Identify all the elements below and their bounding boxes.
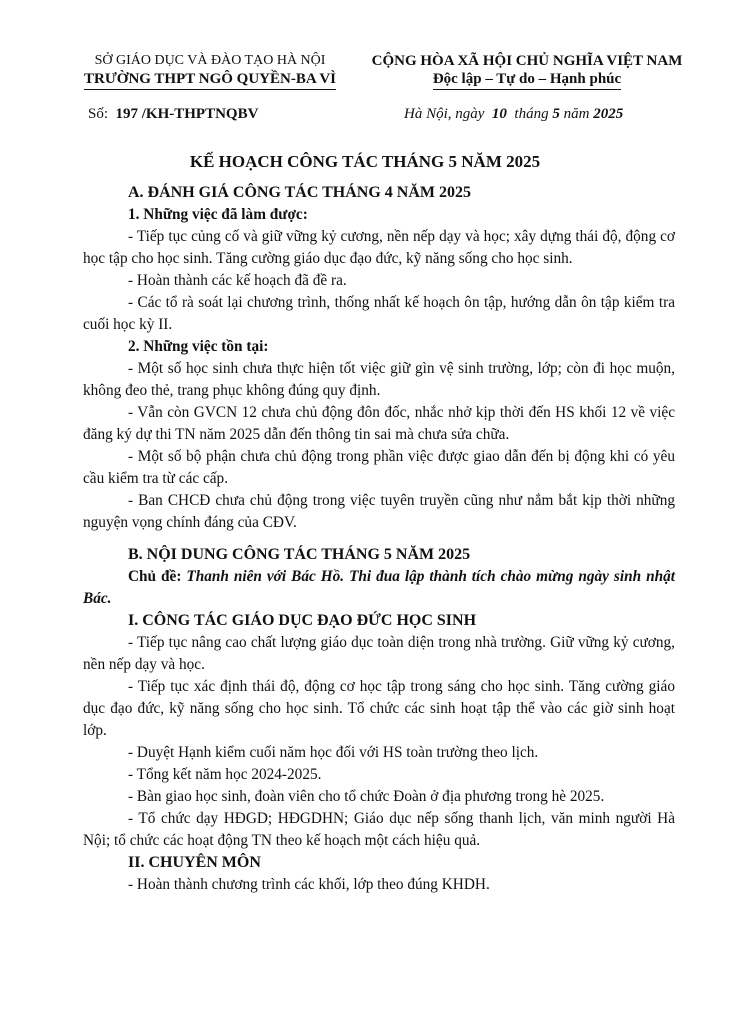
list-item: - Hoàn thành chương trình các khối, lớp theo đúng KHDH. — [128, 876, 490, 893]
document-body — [83, 182, 675, 896]
theme-text: Thanh niên với Bác Hồ. Thi đua lập thành tích chào mừng ngày sinh nhật Bác. — [83, 568, 675, 607]
list-item: - Bàn giao học sinh, đoàn viên cho tổ chức Đoàn ở địa phương trong hè 2025. — [128, 788, 605, 805]
list-item: - Tổng kết năm học 2024-2025. — [128, 766, 322, 783]
national-motto — [362, 52, 692, 90]
section-b-heading: B. NỘI DUNG CÔNG TÁC THÁNG 5 NĂM 2025 — [128, 546, 471, 563]
part1-heading: I. CÔNG TÁC GIÁO DỤC ĐẠO ĐỨC HỌC SINH — [128, 612, 477, 629]
part2-heading: II. CHUYÊN MÔN — [128, 854, 261, 871]
list-item: - Tiếp tục củng cố và giữ vững kỷ cương, nền nếp dạy và học; xây dựng thái độ, động cơ học tập cho học sinh. Tăng cường giáo dục đạo đức, kỹ năng sống cho học sinh. — [83, 228, 675, 267]
section-a-sub1-heading: 1. Những việc đã làm được: — [128, 206, 308, 223]
theme-label: Chủ đề: — [128, 568, 182, 585]
theme-line — [83, 566, 675, 610]
list-item: - Tổ chức dạy HĐGD; HĐGDHN; Giáo dục nếp sống thanh lịch, văn minh người Hà Nội; tổ chức các hoạt động TN theo kế hoạch một cách hiệu quả. — [83, 810, 675, 849]
issuing-organization — [60, 52, 360, 90]
date-year-label: năm — [563, 106, 590, 122]
list-item: - Tiếp tục xác định thái độ, động cơ học tập trong sáng cho học sinh. Tăng cường giáo dục đạo đức, kỹ năng sống cho học sinh. Tổ chức các sinh hoạt tập thể vào các giờ sinh hoạt lớp. — [83, 678, 675, 739]
date-day: 10 — [491, 106, 507, 122]
document-title: KẾ HOẠCH CÔNG TÁC THÁNG 5 NĂM 2025 — [189, 152, 541, 171]
list-item: - Tiếp tục nâng cao chất lượng giáo dục toàn diện trong nhà trường. Giữ vững kỷ cương, nền nếp dạy và học. — [83, 634, 675, 673]
department-name: SỞ GIÁO DỤC VÀ ĐÀO TẠO HÀ NỘI — [94, 53, 326, 68]
list-item: - Ban CHCĐ chưa chủ động trong việc tuyên truyền cũng như nắm bắt kịp thời những nguyện vọng chính đáng của CĐV. — [83, 492, 675, 531]
list-item: - Vẫn còn GVCN 12 chưa chủ động đôn đốc, nhắc nhở kịp thời đến HS khối 12 về việc đăng ký dự thi TN năm 2025 dẫn đến thông tin sai mà chưa sửa chữa. — [83, 404, 675, 443]
list-item: - Các tổ rà soát lại chương trình, thống nhất kế hoạch ôn tập, hướng dẫn ôn tập kiểm tra cuối học kỳ II. — [83, 294, 675, 333]
date-month-label: tháng — [514, 106, 549, 122]
list-item: - Một số bộ phận chưa chủ động trong phần việc được giao dẫn đến bị động khi có yêu cầu kiểm tra từ các cấp. — [83, 448, 675, 487]
doc-number-value: 197 /KH-THPTNQBV — [115, 106, 259, 122]
doc-number-label: Số: — [88, 106, 109, 122]
motto: Độc lập – Tự do – Hạnh phúc — [433, 70, 621, 90]
document-date — [404, 106, 623, 123]
list-item: - Một số học sinh chưa thực hiện tốt việc giữ gìn vệ sinh trường, lớp; còn đi học muộn, không đeo thẻ, trang phục không đúng quy định. — [83, 360, 675, 399]
date-year: 2025 — [593, 106, 624, 122]
date-prefix: Hà Nội, ngày — [404, 106, 485, 122]
section-a-sub2-heading: 2. Những việc tồn tại: — [128, 338, 269, 355]
school-name: TRƯỜNG THPT NGÔ QUYỀN-BA VÌ — [84, 70, 336, 90]
section-a-heading: A. ĐÁNH GIÁ CÔNG TÁC THÁNG 4 NĂM 2025 — [128, 184, 471, 201]
nation-name: CỘNG HÒA XÃ HỘI CHỦ NGHĨA VIỆT NAM — [371, 53, 683, 69]
list-item: - Hoàn thành các kế hoạch đã đề ra. — [128, 272, 347, 289]
document-number — [88, 106, 258, 123]
date-month: 5 — [552, 106, 560, 122]
list-item: - Duyệt Hạnh kiểm cuối năm học đối với HS toàn trường theo lịch. — [128, 744, 539, 761]
